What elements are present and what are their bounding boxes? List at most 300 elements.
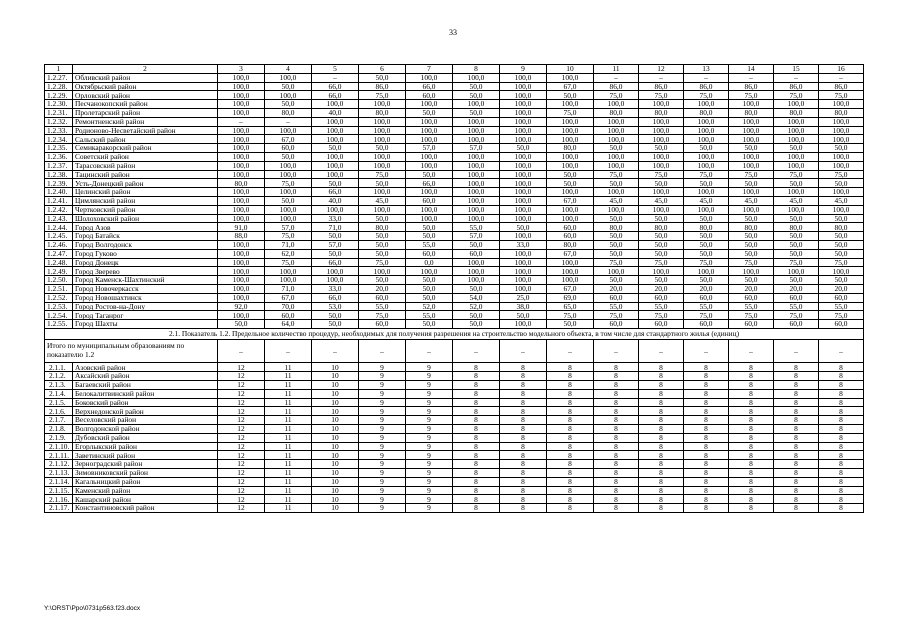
value-cell: 100,0 <box>594 117 639 126</box>
value-cell: 45,0 <box>639 196 684 205</box>
value-cell: 75,0 <box>547 311 594 320</box>
row-number: 1.2.49. <box>45 267 73 276</box>
value-cell: 9 <box>406 398 453 407</box>
row-number: 1.2.33. <box>45 126 73 135</box>
value-cell: 50,0 <box>594 240 639 249</box>
value-cell: 50,0 <box>406 232 453 241</box>
value-cell: 100,0 <box>500 170 547 179</box>
value-cell: 50,0 <box>406 276 453 285</box>
value-cell: 100,0 <box>500 205 547 214</box>
value-cell: 8 <box>453 416 500 425</box>
value-cell: 100,0 <box>453 135 500 144</box>
value-cell: 12 <box>218 372 265 381</box>
value-cell: 57,0 <box>312 240 359 249</box>
table-row <box>45 504 864 513</box>
value-cell: 100,0 <box>265 161 312 170</box>
row-number: 1.2.31. <box>45 108 73 117</box>
table-row <box>45 82 864 91</box>
table-row <box>45 179 864 188</box>
value-cell: 8 <box>819 433 864 442</box>
row-number: 1.2.29. <box>45 91 73 100</box>
value-cell: 8 <box>639 381 684 390</box>
value-cell: 20,0 <box>684 284 729 293</box>
value-cell: 100,0 <box>218 126 265 135</box>
value-cell: 100,0 <box>684 126 729 135</box>
value-cell: 50,0 <box>684 249 729 258</box>
value-cell: 12 <box>218 486 265 495</box>
value-cell: 8 <box>500 495 547 504</box>
value-cell: 75,0 <box>359 91 406 100</box>
value-cell: 33,0 <box>500 240 547 249</box>
value-cell: 11 <box>265 477 312 486</box>
value-cell: 8 <box>639 469 684 478</box>
value-cell: 50,0 <box>453 284 500 293</box>
table-row <box>45 73 864 82</box>
value-cell: – <box>359 340 406 363</box>
value-cell: 8 <box>594 372 639 381</box>
value-cell: 100,0 <box>359 267 406 276</box>
value-cell: 55,0 <box>819 302 864 311</box>
value-cell: – <box>218 117 265 126</box>
value-cell: 11 <box>265 372 312 381</box>
value-cell: 8 <box>639 363 684 372</box>
table-row <box>45 108 864 117</box>
value-cell: 100,0 <box>265 276 312 285</box>
value-cell: 100,0 <box>218 135 265 144</box>
value-cell: 8 <box>819 486 864 495</box>
value-cell: 60,0 <box>819 293 864 302</box>
row-number: 1.2.28. <box>45 82 73 91</box>
header-cell: 4 <box>265 65 312 74</box>
table-row <box>45 144 864 153</box>
value-cell: 71,0 <box>312 223 359 232</box>
value-cell: 100,0 <box>500 100 547 109</box>
value-cell: 9 <box>406 407 453 416</box>
value-cell: 80,0 <box>639 108 684 117</box>
value-cell: 100,0 <box>500 276 547 285</box>
value-cell: 100,0 <box>547 152 594 161</box>
value-cell: 100,0 <box>639 205 684 214</box>
value-cell: 12 <box>218 433 265 442</box>
value-cell: 8 <box>547 381 594 390</box>
value-cell: 100,0 <box>453 196 500 205</box>
value-cell: 62,0 <box>265 249 312 258</box>
value-cell: 8 <box>639 389 684 398</box>
row-number: 2.1.17. <box>45 504 73 513</box>
value-cell: 100,0 <box>819 126 864 135</box>
table-row <box>45 293 864 302</box>
value-cell: 60,0 <box>729 320 774 329</box>
value-cell: 50,0 <box>594 214 639 223</box>
value-cell: 100,0 <box>774 126 819 135</box>
value-cell: 8 <box>774 381 819 390</box>
table-row <box>45 311 864 320</box>
value-cell: 100,0 <box>500 249 547 258</box>
value-cell: 9 <box>406 495 453 504</box>
value-cell: 100,0 <box>312 170 359 179</box>
value-cell: 100,0 <box>500 179 547 188</box>
value-cell: 100,0 <box>453 267 500 276</box>
value-cell: 12 <box>218 407 265 416</box>
value-cell: 100,0 <box>500 188 547 197</box>
value-cell: 8 <box>547 451 594 460</box>
value-cell: 8 <box>500 372 547 381</box>
row-name: Аксайский район <box>73 372 218 381</box>
value-cell: 100,0 <box>406 126 453 135</box>
value-cell: 9 <box>406 477 453 486</box>
value-cell: 50,0 <box>729 240 774 249</box>
value-cell: 50,0 <box>453 91 500 100</box>
table-body <box>45 65 864 513</box>
value-cell: 80,0 <box>819 108 864 117</box>
value-cell: 8 <box>684 433 729 442</box>
value-cell: 100,0 <box>500 135 547 144</box>
value-cell: 86,0 <box>774 82 819 91</box>
value-cell: 9 <box>359 486 406 495</box>
row-name: Константиновский район <box>73 504 218 513</box>
row-name: Советский район <box>73 152 218 161</box>
value-cell: 100,0 <box>774 188 819 197</box>
row-name: Волгодонской район <box>73 425 218 434</box>
value-cell: 100,0 <box>312 267 359 276</box>
value-cell: 50,0 <box>594 276 639 285</box>
value-cell: 80,0 <box>547 144 594 153</box>
value-cell: 100,0 <box>547 214 594 223</box>
value-cell: 100,0 <box>774 135 819 144</box>
value-cell: 50,0 <box>500 311 547 320</box>
value-cell: 12 <box>218 477 265 486</box>
row-name: Город Таганрог <box>73 311 218 320</box>
value-cell: 80,0 <box>547 240 594 249</box>
value-cell: 11 <box>265 407 312 416</box>
row-name: Зимовниковский район <box>73 469 218 478</box>
section-row <box>45 328 864 340</box>
value-cell: 8 <box>729 486 774 495</box>
value-cell: 50,0 <box>406 170 453 179</box>
value-cell: 80,0 <box>218 179 265 188</box>
value-cell: 8 <box>684 381 729 390</box>
value-cell: 50,0 <box>684 144 729 153</box>
table-row <box>45 100 864 109</box>
value-cell: 100,0 <box>639 126 684 135</box>
value-cell: 40,0 <box>312 196 359 205</box>
value-cell: 60,0 <box>729 293 774 302</box>
value-cell: 50,0 <box>265 152 312 161</box>
value-cell: 80,0 <box>594 108 639 117</box>
value-cell: 8 <box>819 495 864 504</box>
value-cell: – <box>453 340 500 363</box>
value-cell: 11 <box>265 425 312 434</box>
row-name: Цимлянский район <box>73 196 218 205</box>
value-cell: 50,0 <box>359 232 406 241</box>
value-cell: 75,0 <box>684 170 729 179</box>
value-cell: 8 <box>500 425 547 434</box>
value-cell: 57,0 <box>265 223 312 232</box>
section-title: 2.1. Показатель 1.2. Предельное количество процедур, необходимых для получения разрешения на строительство модельного объекта, в том числе для стандартного жилья (единиц) <box>45 328 864 340</box>
value-cell: 50,0 <box>453 108 500 117</box>
value-cell: 8 <box>684 451 729 460</box>
row-number: 1.2.44. <box>45 223 73 232</box>
value-cell: 55,0 <box>639 302 684 311</box>
value-cell: 20,0 <box>639 284 684 293</box>
value-cell: 8 <box>729 398 774 407</box>
value-cell: 100,0 <box>729 135 774 144</box>
value-cell: 9 <box>359 389 406 398</box>
value-cell: 100,0 <box>594 100 639 109</box>
value-cell: 100,0 <box>359 161 406 170</box>
value-cell: 10 <box>312 495 359 504</box>
value-cell: 57,0 <box>453 232 500 241</box>
value-cell: 38,0 <box>500 302 547 311</box>
row-number: 1.2.35. <box>45 144 73 153</box>
header-cell: 12 <box>639 65 684 74</box>
value-cell: 33,0 <box>312 284 359 293</box>
value-cell: 50,0 <box>639 144 684 153</box>
value-cell: 75,0 <box>729 91 774 100</box>
value-cell: 100,0 <box>312 100 359 109</box>
row-number: 2.1.1. <box>45 363 73 372</box>
value-cell: 100,0 <box>265 267 312 276</box>
value-cell: 80,0 <box>594 223 639 232</box>
value-cell: 100,0 <box>774 267 819 276</box>
table-row <box>45 152 864 161</box>
value-cell: 20,0 <box>359 284 406 293</box>
value-cell: – <box>819 73 864 82</box>
value-cell: 75,0 <box>265 232 312 241</box>
value-cell: 8 <box>547 372 594 381</box>
value-cell: 8 <box>684 486 729 495</box>
value-cell: 100,0 <box>547 73 594 82</box>
value-cell: 100,0 <box>639 161 684 170</box>
value-cell: 60,0 <box>819 320 864 329</box>
value-cell: 100,0 <box>774 152 819 161</box>
value-cell: 100,0 <box>639 100 684 109</box>
value-cell: 100,0 <box>218 249 265 258</box>
value-cell: 9 <box>359 381 406 390</box>
table-row <box>45 398 864 407</box>
value-cell: 100,0 <box>218 214 265 223</box>
value-cell: 9 <box>359 460 406 469</box>
value-cell: 45,0 <box>359 196 406 205</box>
row-number: 1.2.39. <box>45 179 73 188</box>
value-cell: 33,0 <box>312 214 359 223</box>
value-cell: 75,0 <box>774 258 819 267</box>
value-cell: 75,0 <box>359 170 406 179</box>
value-cell: 8 <box>684 389 729 398</box>
value-cell: 100,0 <box>500 126 547 135</box>
value-cell: 75,0 <box>265 258 312 267</box>
value-cell: 10 <box>312 372 359 381</box>
value-cell: 11 <box>265 381 312 390</box>
value-cell: 8 <box>684 398 729 407</box>
value-cell: 8 <box>774 433 819 442</box>
value-cell: 75,0 <box>639 170 684 179</box>
value-cell: 50,0 <box>684 232 729 241</box>
value-cell: – <box>594 340 639 363</box>
value-cell: 50,0 <box>359 73 406 82</box>
header-cell: 9 <box>500 65 547 74</box>
value-cell: – <box>312 340 359 363</box>
value-cell: 100,0 <box>500 161 547 170</box>
value-cell: 10 <box>312 477 359 486</box>
value-cell: 50,0 <box>453 311 500 320</box>
value-cell: 11 <box>265 460 312 469</box>
value-cell: 8 <box>453 407 500 416</box>
value-cell: 50,0 <box>774 276 819 285</box>
value-cell: 50,0 <box>547 170 594 179</box>
value-cell: 11 <box>265 451 312 460</box>
row-name: Город Волгодонск <box>73 240 218 249</box>
value-cell: 100,0 <box>265 205 312 214</box>
row-name: Орловский район <box>73 91 218 100</box>
value-cell: 80,0 <box>265 108 312 117</box>
value-cell: 8 <box>500 398 547 407</box>
table-row <box>45 223 864 232</box>
value-cell: 100,0 <box>453 152 500 161</box>
value-cell: 60,0 <box>594 320 639 329</box>
value-cell: 10 <box>312 398 359 407</box>
value-cell: 8 <box>729 495 774 504</box>
value-cell: 100,0 <box>500 284 547 293</box>
value-cell: 100,0 <box>406 188 453 197</box>
value-cell: 9 <box>359 442 406 451</box>
value-cell: 100,0 <box>218 100 265 109</box>
value-cell: 8 <box>639 504 684 513</box>
value-cell: 8 <box>819 460 864 469</box>
value-cell: 100,0 <box>453 276 500 285</box>
value-cell: 8 <box>594 389 639 398</box>
value-cell: 100,0 <box>312 161 359 170</box>
value-cell: 100,0 <box>500 108 547 117</box>
value-cell: 0,0 <box>406 258 453 267</box>
value-cell: 75,0 <box>594 311 639 320</box>
row-name: Заветинский район <box>73 451 218 460</box>
value-cell: 67,0 <box>547 249 594 258</box>
value-cell: 8 <box>639 372 684 381</box>
row-number: 1.2.46. <box>45 240 73 249</box>
value-cell: 80,0 <box>819 223 864 232</box>
value-cell: 10 <box>312 469 359 478</box>
value-cell: 88,0 <box>218 232 265 241</box>
value-cell: 8 <box>547 389 594 398</box>
value-cell: 12 <box>218 451 265 460</box>
row-name: Кагальницкий район <box>73 477 218 486</box>
value-cell: 55,0 <box>594 302 639 311</box>
value-cell: 100,0 <box>265 188 312 197</box>
value-cell: 10 <box>312 433 359 442</box>
value-cell: 11 <box>265 389 312 398</box>
total-row <box>45 340 864 363</box>
value-cell: 100,0 <box>359 188 406 197</box>
value-cell: 100,0 <box>453 100 500 109</box>
table-row <box>45 381 864 390</box>
value-cell: 8 <box>594 407 639 416</box>
value-cell: 50,0 <box>729 232 774 241</box>
header-cell: 15 <box>774 65 819 74</box>
value-cell: 8 <box>774 442 819 451</box>
value-cell: 8 <box>729 363 774 372</box>
value-cell: 100,0 <box>594 126 639 135</box>
value-cell: – <box>819 340 864 363</box>
value-cell: 86,0 <box>639 82 684 91</box>
row-name: Азовский район <box>73 363 218 372</box>
value-cell: 50,0 <box>265 82 312 91</box>
value-cell: 50,0 <box>500 223 547 232</box>
table-row <box>45 240 864 249</box>
row-name: Семикаракорский район <box>73 144 218 153</box>
value-cell: 66,0 <box>312 188 359 197</box>
value-cell: 8 <box>594 486 639 495</box>
value-cell: 100,0 <box>359 152 406 161</box>
value-cell: 80,0 <box>774 108 819 117</box>
value-cell: 53,0 <box>312 302 359 311</box>
value-cell: 100,0 <box>729 126 774 135</box>
value-cell: 75,0 <box>594 170 639 179</box>
header-cell: 16 <box>819 65 864 74</box>
value-cell: – <box>774 73 819 82</box>
value-cell: 8 <box>500 460 547 469</box>
value-cell: 100,0 <box>819 135 864 144</box>
value-cell: 52,0 <box>453 302 500 311</box>
value-cell: – <box>729 340 774 363</box>
value-cell: 75,0 <box>774 311 819 320</box>
value-cell: 50,0 <box>774 232 819 241</box>
value-cell: 50,0 <box>312 320 359 329</box>
value-cell: 60,0 <box>684 293 729 302</box>
value-cell: 9 <box>359 398 406 407</box>
row-number: 2.1.11. <box>45 451 73 460</box>
row-name: Обливский район <box>73 73 218 82</box>
value-cell: 100,0 <box>500 117 547 126</box>
value-cell: 100,0 <box>359 100 406 109</box>
page-number: 33 <box>449 28 457 37</box>
value-cell: 100,0 <box>819 152 864 161</box>
header-cell: 13 <box>684 65 729 74</box>
row-name: Шолоховский район <box>73 214 218 223</box>
value-cell: 50,0 <box>547 179 594 188</box>
value-cell: 100,0 <box>406 267 453 276</box>
value-cell: 100,0 <box>265 126 312 135</box>
value-cell: 9 <box>359 425 406 434</box>
value-cell: 8 <box>774 372 819 381</box>
value-cell: 80,0 <box>684 108 729 117</box>
value-cell: 100,0 <box>453 126 500 135</box>
row-number: 1.2.47. <box>45 249 73 258</box>
row-name: Багаевский район <box>73 381 218 390</box>
row-number: 1.2.32. <box>45 117 73 126</box>
row-name: Город Ростов-на-Дону <box>73 302 218 311</box>
value-cell: 20,0 <box>774 284 819 293</box>
value-cell: 100,0 <box>312 126 359 135</box>
value-cell: 100,0 <box>218 188 265 197</box>
value-cell: 75,0 <box>639 311 684 320</box>
table-row <box>45 407 864 416</box>
row-name: Сальский район <box>73 135 218 144</box>
value-cell: 8 <box>500 433 547 442</box>
value-cell: 10 <box>312 416 359 425</box>
value-cell: 100,0 <box>218 258 265 267</box>
value-cell: 12 <box>218 460 265 469</box>
value-cell: 60,0 <box>774 293 819 302</box>
value-cell: 60,0 <box>774 320 819 329</box>
value-cell: – <box>547 340 594 363</box>
value-cell: 100,0 <box>218 91 265 100</box>
value-cell: 8 <box>594 363 639 372</box>
value-cell: 50,0 <box>729 214 774 223</box>
value-cell: 100,0 <box>218 311 265 320</box>
value-cell: 75,0 <box>819 170 864 179</box>
row-number: 1.2.36. <box>45 152 73 161</box>
